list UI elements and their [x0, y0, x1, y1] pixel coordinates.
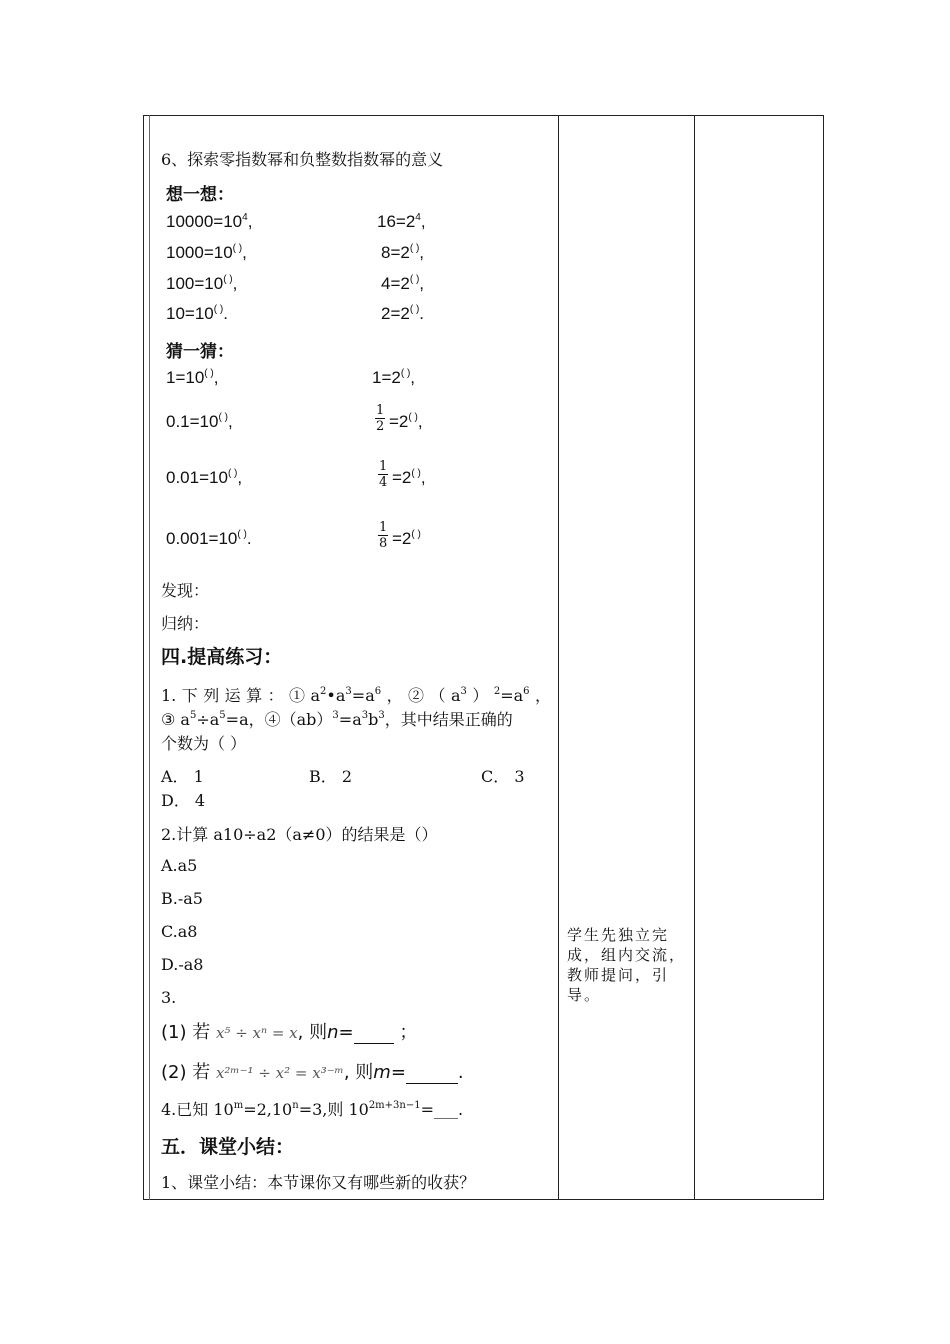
q3-label: 3. — [161, 988, 177, 1007]
q1-option-a: A． 1 — [161, 767, 204, 786]
section4-heading: 四.提高练习： — [161, 646, 283, 668]
think-left-3: 100=10( ), — [166, 274, 238, 293]
guess-right-2: =2( ), — [389, 412, 423, 431]
guess-left-1: 1=10( ), — [166, 368, 219, 387]
q2-option-a: A.a5 — [161, 856, 198, 875]
q1-option-d: D． 4 — [161, 791, 206, 810]
summarize-label: 归纳： — [161, 614, 210, 633]
guess-left-3: 0.01=10( ), — [166, 468, 243, 487]
section5-item1: 1、课堂小结：本节课你又有哪些新的收获？ — [161, 1173, 476, 1192]
think-left-1: $10000=10^4$, — [166, 212, 253, 231]
q1-line3: 个数为（ ） — [161, 734, 247, 753]
think-label: 想一想： — [166, 185, 234, 205]
fraction-one-eighth: $\frac{1}{8}$ — [379, 520, 388, 551]
q2-option-b: B.-a5 — [161, 889, 203, 908]
teaching-note: 学生先独立完成，组内交流，教师提问，引导。 — [567, 926, 687, 1004]
guess-left-2: 0.1=10( ), — [166, 412, 233, 431]
guess-left-4: 0.001=10( ). — [166, 529, 252, 548]
column-divider-2 — [694, 115, 695, 1200]
fraction-one-half: $\frac{1}{2}$ — [376, 403, 385, 434]
q2-option-c: C.a8 — [161, 922, 198, 941]
guess-right-1: 1=2( ), — [372, 368, 416, 387]
guess-label: 猜一猜： — [166, 342, 234, 362]
table-inner-border — [149, 115, 150, 1200]
q1-line2: ③ $a^5\div a^5=a$，$④(ab)^3=a^3b^3$，其中结果正确的 — [161, 710, 513, 729]
fraction-one-quarter: $\frac{1}{4}$ — [379, 459, 388, 490]
discover-label: 发现： — [161, 581, 210, 600]
section6-title: 6、探索零指数幂和负整数指数幂的意义 — [161, 150, 444, 169]
q1-option-c: C． 3 — [481, 767, 525, 786]
section5-heading: 五．课堂小结： — [161, 1136, 295, 1158]
q1-line1: 1.下列运算：$①a^2•a^3=a^6$，$②(a^3)^2=a^6$， — [161, 686, 551, 705]
q4: 4.已知 $10^m=2,10^n=3$,则 $10^{2m+3n-1}=\_\_\_$. — [161, 1100, 464, 1119]
guess-right-3: =2( ), — [392, 468, 426, 487]
q2-stem: 2.计算 a10÷a2（a≠0）的结果是（） — [161, 825, 438, 844]
think-right-4: 2=2( ). — [381, 304, 425, 323]
q3-part2: (2) 若 x²ᵐ⁻¹ ÷ x² = x³⁻ᵐ, 则m= . — [161, 1062, 464, 1083]
think-left-2: 1000=10( ), — [166, 243, 247, 262]
think-right-1: $16=2^4$, — [377, 212, 426, 231]
guess-right-4: =2( ) — [392, 529, 421, 548]
think-left-4: 10=10( ). — [166, 304, 228, 323]
think-right-3: 4=2( ), — [381, 274, 425, 293]
column-divider-1 — [558, 115, 559, 1200]
q3-part1: (1) 若 x⁵ ÷ xⁿ = x, 则n= ； — [161, 1022, 418, 1043]
q1-option-b: B． 2 — [309, 767, 353, 786]
think-right-2: 8=2( ), — [381, 243, 425, 262]
q2-option-d: D.-a8 — [161, 955, 204, 974]
